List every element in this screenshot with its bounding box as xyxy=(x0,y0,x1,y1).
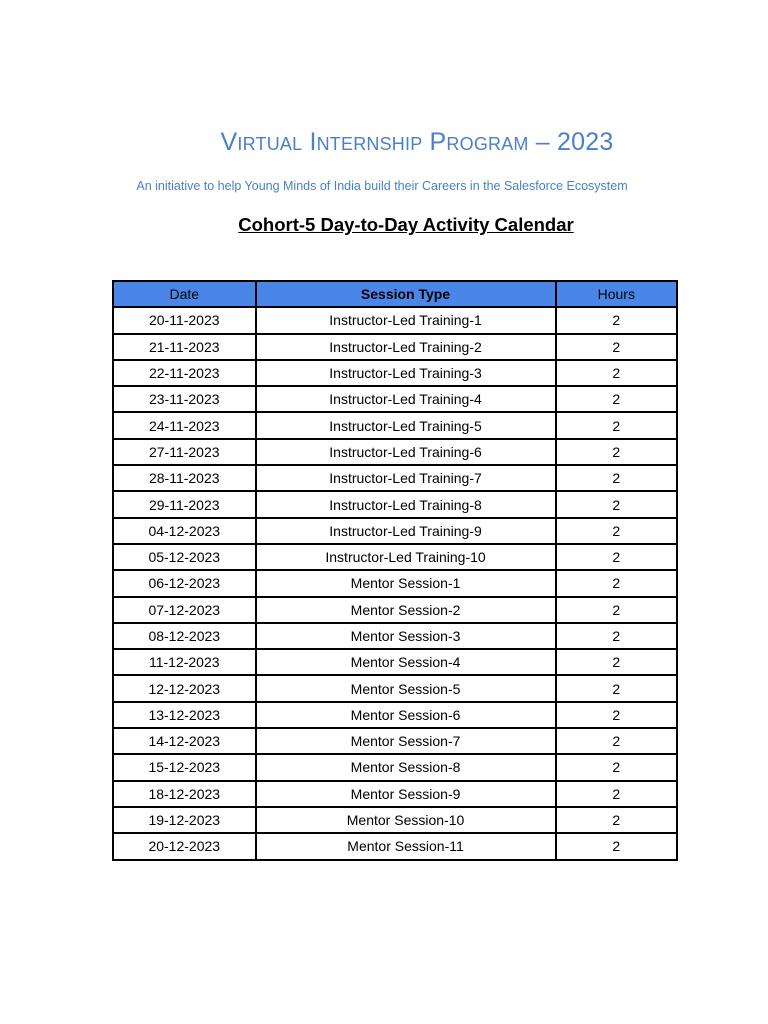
cell-hours: 2 xyxy=(556,702,677,728)
cell-date: 29-11-2023 xyxy=(113,491,256,517)
cell-session-type: Mentor Session-6 xyxy=(256,702,556,728)
cell-session-type: Instructor-Led Training-3 xyxy=(256,360,556,386)
cell-date: 20-12-2023 xyxy=(113,833,256,859)
cell-hours: 2 xyxy=(556,570,677,596)
cell-hours: 2 xyxy=(556,597,677,623)
cell-date: 07-12-2023 xyxy=(113,597,256,623)
cell-hours: 2 xyxy=(556,781,677,807)
cell-date: 08-12-2023 xyxy=(113,623,256,649)
table-row xyxy=(113,360,677,386)
table-row xyxy=(113,386,677,412)
cell-date: 14-12-2023 xyxy=(113,728,256,754)
cell-session-type: Instructor-Led Training-10 xyxy=(256,544,556,570)
cell-session-type: Instructor-Led Training-7 xyxy=(256,465,556,491)
table-body xyxy=(113,307,677,859)
cell-hours: 2 xyxy=(556,833,677,859)
cell-session-type: Instructor-Led Training-4 xyxy=(256,386,556,412)
cell-date: 04-12-2023 xyxy=(113,518,256,544)
table-row xyxy=(113,439,677,465)
cell-session-type: Instructor-Led Training-8 xyxy=(256,491,556,517)
document-subtitle: An initiative to help Young Minds of India build their Careers in the Salesforce Ecosystem xyxy=(136,179,628,193)
cell-date: 11-12-2023 xyxy=(113,649,256,675)
cell-hours: 2 xyxy=(556,439,677,465)
table-row xyxy=(113,754,677,780)
cell-date: 23-11-2023 xyxy=(113,386,256,412)
cell-date: 27-11-2023 xyxy=(113,439,256,465)
table-row xyxy=(113,675,677,701)
cell-session-type: Mentor Session-8 xyxy=(256,754,556,780)
cell-hours: 2 xyxy=(556,754,677,780)
cell-session-type: Mentor Session-10 xyxy=(256,807,556,833)
table-header-row xyxy=(113,281,677,307)
cell-hours: 2 xyxy=(556,465,677,491)
table-row xyxy=(113,807,677,833)
table-row xyxy=(113,728,677,754)
cell-hours: 2 xyxy=(556,649,677,675)
table-row xyxy=(113,412,677,438)
header-session-type: Session Type xyxy=(256,281,556,307)
cell-date: 20-11-2023 xyxy=(113,307,256,333)
cell-session-type: Mentor Session-2 xyxy=(256,597,556,623)
table-row xyxy=(113,334,677,360)
activity-calendar-table xyxy=(112,280,678,861)
cell-session-type: Mentor Session-4 xyxy=(256,649,556,675)
table-row xyxy=(113,307,677,333)
cell-hours: 2 xyxy=(556,544,677,570)
cell-hours: 2 xyxy=(556,360,677,386)
table-row xyxy=(113,702,677,728)
table-row xyxy=(113,570,677,596)
cell-date: 18-12-2023 xyxy=(113,781,256,807)
table-row xyxy=(113,597,677,623)
table-row xyxy=(113,465,677,491)
table-row xyxy=(113,623,677,649)
cell-session-type: Instructor-Led Training-6 xyxy=(256,439,556,465)
cell-hours: 2 xyxy=(556,491,677,517)
table-row xyxy=(113,491,677,517)
cell-date: 24-11-2023 xyxy=(113,412,256,438)
cell-session-type: Instructor-Led Training-2 xyxy=(256,334,556,360)
cell-hours: 2 xyxy=(556,728,677,754)
cell-date: 12-12-2023 xyxy=(113,675,256,701)
table-row xyxy=(113,649,677,675)
document-title: Virtual Internship Program – 2023 xyxy=(220,128,614,156)
cell-hours: 2 xyxy=(556,675,677,701)
table-row xyxy=(113,518,677,544)
table-row xyxy=(113,833,677,859)
cell-date: 15-12-2023 xyxy=(113,754,256,780)
cell-session-type: Mentor Session-11 xyxy=(256,833,556,859)
cell-date: 13-12-2023 xyxy=(113,702,256,728)
header-date: Date xyxy=(113,281,256,307)
cell-date: 19-12-2023 xyxy=(113,807,256,833)
cell-session-type: Mentor Session-9 xyxy=(256,781,556,807)
table-row xyxy=(113,544,677,570)
cell-session-type: Mentor Session-3 xyxy=(256,623,556,649)
cell-hours: 2 xyxy=(556,412,677,438)
cell-session-type: Mentor Session-7 xyxy=(256,728,556,754)
cell-hours: 2 xyxy=(556,623,677,649)
cell-date: 21-11-2023 xyxy=(113,334,256,360)
cell-session-type: Mentor Session-5 xyxy=(256,675,556,701)
cell-hours: 2 xyxy=(556,334,677,360)
cell-date: 28-11-2023 xyxy=(113,465,256,491)
calendar-heading: Cohort-5 Day-to-Day Activity Calendar xyxy=(238,214,574,235)
cell-hours: 2 xyxy=(556,386,677,412)
cell-session-type: Mentor Session-1 xyxy=(256,570,556,596)
cell-date: 05-12-2023 xyxy=(113,544,256,570)
header-hours: Hours xyxy=(556,281,677,307)
table-row xyxy=(113,781,677,807)
cell-hours: 2 xyxy=(556,518,677,544)
cell-session-type: Instructor-Led Training-9 xyxy=(256,518,556,544)
cell-date: 22-11-2023 xyxy=(113,360,256,386)
cell-date: 06-12-2023 xyxy=(113,570,256,596)
cell-hours: 2 xyxy=(556,807,677,833)
cell-hours: 2 xyxy=(556,307,677,333)
cell-session-type: Instructor-Led Training-1 xyxy=(256,307,556,333)
cell-session-type: Instructor-Led Training-5 xyxy=(256,412,556,438)
